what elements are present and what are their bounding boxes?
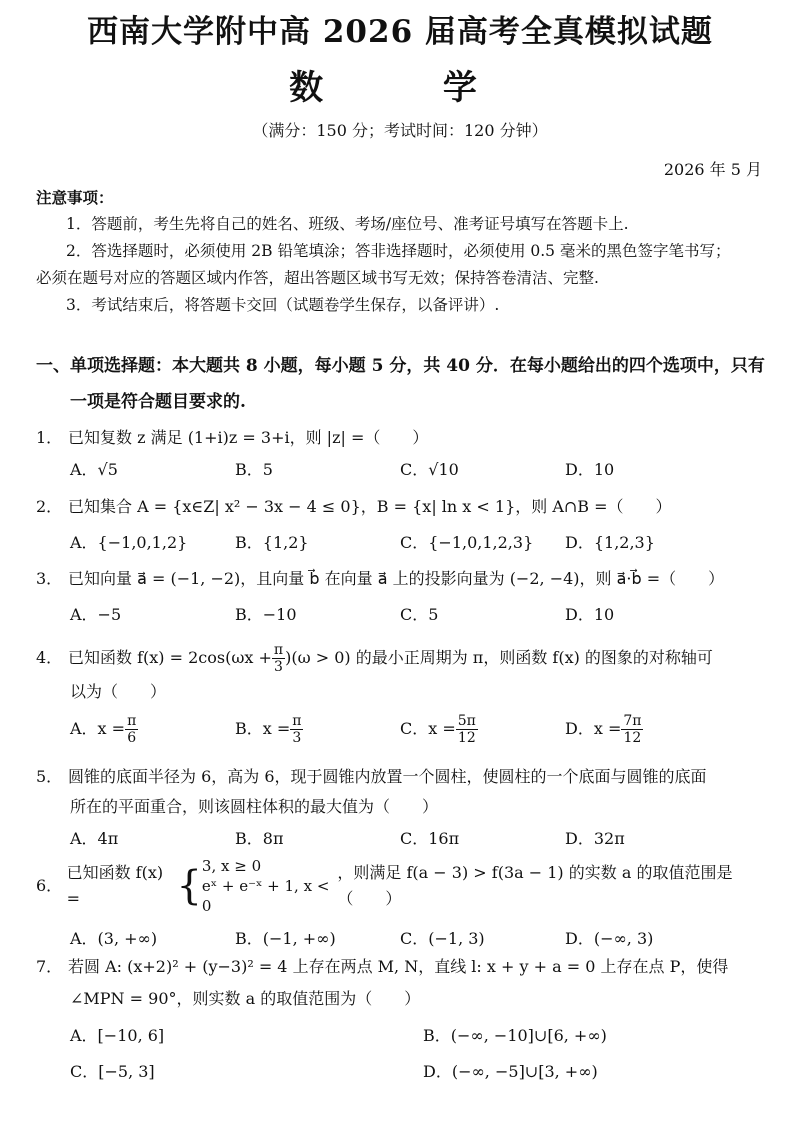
question-number: 4．	[36, 648, 63, 667]
question-number: 3．	[36, 569, 63, 588]
notice-heading: 注意事项：	[36, 188, 114, 207]
option-d: D．10	[565, 605, 615, 624]
question-stem: 已知向量 a⃗ = (−1, −2)，且向量 b⃗ 在向量 a⃗ 上的投影向量为 (−2, −4)，则 a⃗·b⃗ =（ ）	[68, 569, 725, 588]
option-c: C．[−5, 3]	[70, 1061, 155, 1081]
option-b: B．{1,2}	[235, 533, 309, 552]
option-a: A．{−1,0,1,2}	[70, 533, 188, 552]
question-stem: 已知复数 z 满足 (1+i)z = 3+i，则 |z| =（ ）	[68, 428, 429, 447]
fraction: $\frac{\pi}{3}$	[273, 642, 284, 675]
option-b: B．5	[235, 460, 273, 479]
option-a: A．x = $\frac{\pi}{6}$	[70, 713, 137, 746]
option-a: A．4π	[70, 829, 119, 848]
question-2	[36, 494, 776, 553]
option-c: C．{−1,0,1,2,3}	[400, 533, 534, 552]
subject-title: 数 学	[289, 68, 511, 108]
option-d: D．32π	[565, 829, 625, 848]
option-c: C．√10	[400, 460, 459, 479]
question-stem: )(ω > 0) 的最小正周期为 π，则函数 f(x) 的图象的对称轴可	[285, 648, 713, 667]
option-a: A．√5	[70, 460, 118, 479]
question-stem: 所在的平面重合，则该圆柱体积的最大值为（ ）	[70, 797, 439, 816]
option-a: A．−5	[70, 605, 122, 624]
question-number: 1．	[36, 428, 63, 447]
question-stem: 已知函数 f(x) =	[66, 863, 164, 908]
question-stem: 圆锥的底面半径为 6，高为 6，现于圆锥内放置一个圆柱，使圆柱的一个底面与圆锥的底面	[68, 767, 707, 786]
option-a: A．[−10, 6]	[70, 1025, 165, 1045]
notice-item: 3．考试结束后，将答题卡交回（试题卷学生保存，以备评讲）.	[66, 296, 500, 314]
question-7	[36, 952, 776, 1088]
option-d: D．(−∞, −5]∪[3, +∞)	[423, 1061, 598, 1081]
question-stem: ，则满足 f(a − 3) > f(3a − 1) 的实数 a 的取值范围是（ ）	[337, 863, 733, 908]
option-b: B．x = $\frac{\pi}{3}$	[235, 713, 302, 746]
option-c: C．16π	[400, 829, 460, 848]
section-heading	[36, 348, 776, 420]
question-number: 6．	[36, 876, 63, 895]
question-4	[36, 642, 776, 746]
question-3	[36, 566, 776, 625]
question-number: 7．	[36, 957, 63, 976]
question-stem: 已知函数 f(x) = 2cos(ωx +	[68, 648, 272, 667]
option-c: C．(−1, 3)	[400, 929, 485, 948]
question-6	[36, 856, 776, 949]
exam-date: 2026 年 5 月	[663, 160, 762, 179]
notice-item: 2．答选择题时，必须使用 2B 铅笔填涂；答非选择题时，必须使用 0.5 毫米的黑色签字笔书写；	[66, 242, 731, 260]
option-c: C．5	[400, 605, 439, 624]
notice-item: 1．答题前，考生先将自己的姓名、班级、考场/座位号、准考证号填写在答题卡上.	[66, 215, 629, 233]
option-a: A．(3, +∞)	[70, 929, 158, 948]
section-line: 一、单项选择题：本大题共 8 小题，每小题 5 分，共 40 分．在每小题给出的四个选项中，只有	[36, 356, 765, 376]
notice-block	[36, 184, 776, 319]
section-line: 一项是符合题目要求的.	[70, 392, 246, 412]
notice-item: 必须在题号对应的答题区域内作答，超出答题区域书写无效；保持答卷清洁、完整.	[36, 269, 599, 287]
option-d: D．x = $\frac{7\pi}{12}$	[565, 713, 642, 746]
option-b: B．−10	[235, 605, 297, 624]
exam-meta: （满分：150 分；考试时间：120 分钟）	[252, 121, 548, 140]
question-number: 2．	[36, 497, 63, 516]
exam-title: 西南大学附中高 2026 届高考全真模拟试题	[87, 14, 713, 50]
question-5	[36, 762, 776, 849]
option-b: B．8π	[235, 829, 284, 848]
question-stem: ∠MPN = 90°，则实数 a 的取值范围为（ ）	[70, 989, 421, 1008]
option-d: D．(−∞, 3)	[565, 929, 654, 948]
brace-symbol: {	[176, 863, 202, 909]
option-d: D．10	[565, 460, 615, 479]
question-1	[36, 425, 776, 480]
question-stem: 若圆 A: (x+2)² + (y−3)² = 4 上存在两点 M, N，直线 l: x + y + a = 0 上存在点 P，使得	[68, 957, 729, 976]
option-c: C．x = $\frac{5\pi}{12}$	[400, 713, 476, 746]
option-b: B．(−1, +∞)	[235, 929, 336, 948]
piecewise: 3, x ≥ 0 eˣ + e⁻ˣ + 1, x < 0	[201, 857, 330, 915]
option-d: D．{1,2,3}	[565, 533, 655, 552]
option-b: B．(−∞, −10]∪[6, +∞)	[423, 1025, 607, 1045]
question-stem: 已知集合 A = {x∈Z| x² − 3x − 4 ≤ 0}，B = {x| ln x < 1}，则 A∩B =（ ）	[68, 497, 672, 516]
question-number: 5．	[36, 767, 63, 786]
question-stem: 以为（ ）	[70, 682, 167, 701]
